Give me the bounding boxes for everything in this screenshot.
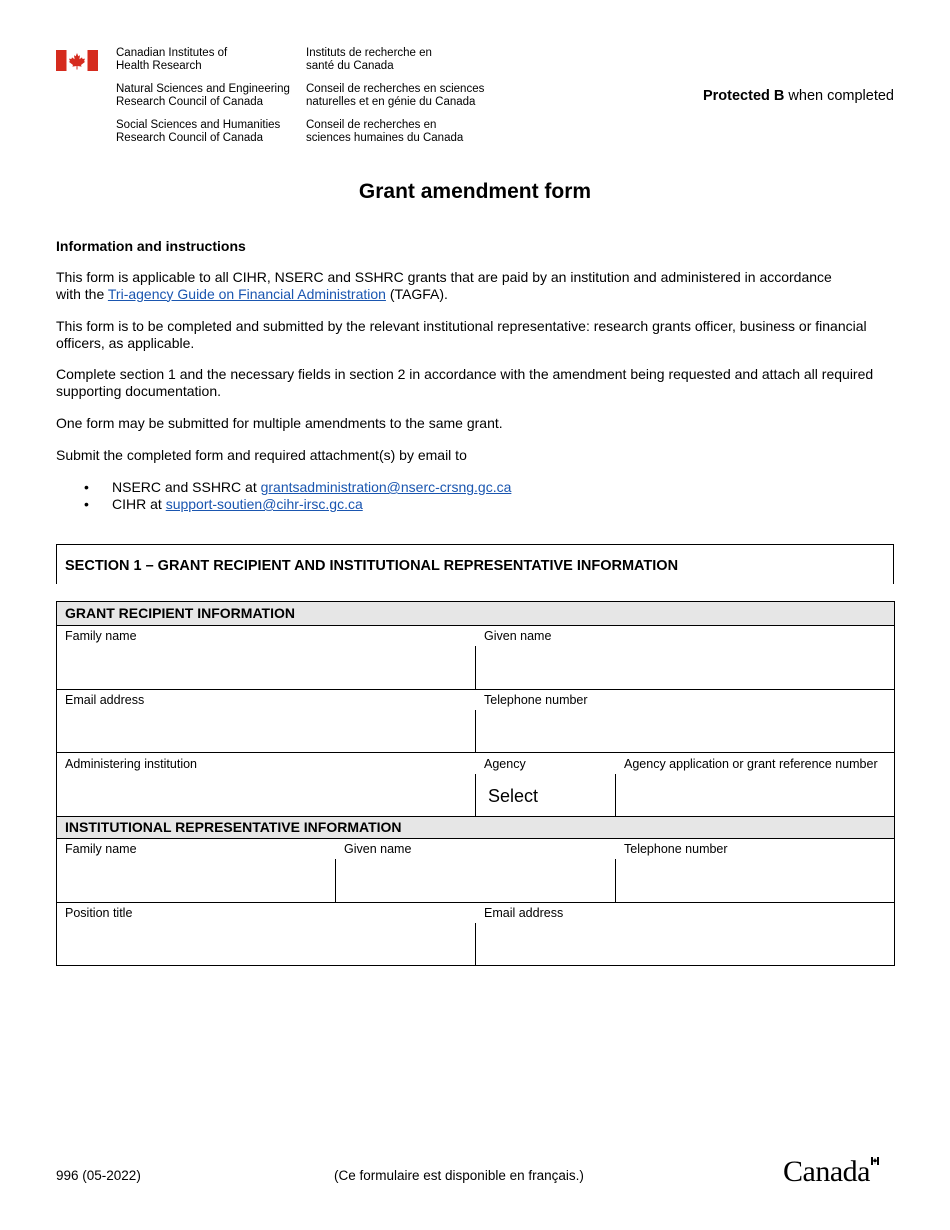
- instructions-paragraph-3: Complete section 1 and the necessary fields in section 2 in accordance with the amendment being requested and attach all required supporting documentation.: [56, 366, 874, 399]
- org-sshrc-fr: Conseil de recherches en sciences humaines du Canada: [306, 119, 464, 144]
- instructions-paragraph-4: One form may be submitted for multiple amendments to the same grant.: [56, 415, 503, 431]
- tagfa-link[interactable]: Tri-agency Guide on Financial Administration: [107, 285, 386, 302]
- instructions-paragraph-1: This form is applicable to all CIHR, NSERC and SSHRC grants that are paid by an institution and administered in accordance with the Tri-agency Guide on Financial Administration (TAGFA).: [56, 269, 832, 302]
- canada-wordmark: Canada: [783, 1155, 870, 1189]
- rep-given-name-label: Given name: [344, 842, 412, 856]
- section-1-form: [56, 601, 895, 966]
- position-title-label: Position title: [65, 906, 133, 920]
- section-1-header: [56, 544, 894, 584]
- recipient-telephone-input[interactable]: [479, 710, 891, 750]
- nserc-sshrc-email-link[interactable]: grantsadministration@nserc-crsng.gc.ca: [260, 479, 512, 495]
- recipient-email-input[interactable]: [61, 710, 471, 750]
- org-cihr-en: Canadian Institutes of Health Research: [116, 47, 228, 72]
- protected-b-notice: Protected B when completed: [702, 88, 894, 104]
- institutional-representative-bar: [57, 816, 894, 839]
- rep-family-name-input[interactable]: [61, 859, 331, 899]
- rep-family-name-label: Family name: [65, 842, 137, 856]
- recipient-telephone-label: Telephone number: [484, 693, 588, 707]
- rep-given-name-input[interactable]: [339, 859, 611, 899]
- administering-institution-label: Administering institution: [65, 757, 198, 771]
- position-title-input[interactable]: [61, 923, 471, 961]
- org-sshrc-en: Social Sciences and Humanities Research Council of Canada: [116, 119, 281, 144]
- org-nserc-en: Natural Sciences and Engineering Research Council of Canada: [116, 83, 290, 108]
- recipient-given-name-label: Given name: [484, 629, 552, 643]
- page-title: Grant amendment form: [358, 180, 592, 203]
- rep-telephone-label: Telephone number: [624, 842, 728, 856]
- rep-email-label: Email address: [484, 906, 564, 920]
- cihr-email-link[interactable]: support-soutien@cihr-irsc.gc.ca: [165, 496, 363, 512]
- section-1-title: SECTION 1 – GRANT RECIPIENT AND INSTITUTIONAL REPRESENTATIVE INFORMATION: [65, 558, 679, 574]
- agency-label: Agency: [484, 757, 526, 771]
- grant-reference-label: Agency application or grant reference number: [624, 757, 878, 771]
- list-item: • NSERC and SSHRC at grantsadministration@nserc-crsng.gc.ca: [56, 479, 511, 496]
- instructions-paragraph-5: Submit the completed form and required attachment(s) by email to: [56, 447, 467, 463]
- grant-recipient-bar: [57, 602, 894, 626]
- recipient-email-label: Email address: [65, 693, 145, 707]
- org-nserc-fr: Conseil de recherches en sciences naturelles et en génie du Canada: [306, 83, 485, 108]
- rep-email-input[interactable]: [479, 923, 891, 961]
- wordmark-flag-icon: [871, 1157, 879, 1165]
- grant-recipient-heading: GRANT RECIPIENT INFORMATION: [65, 605, 295, 621]
- recipient-family-name-label: Family name: [65, 629, 137, 643]
- recipient-family-name-input[interactable]: [61, 646, 471, 686]
- recipient-given-name-input[interactable]: [479, 646, 891, 686]
- rep-telephone-input[interactable]: [619, 859, 891, 899]
- canada-flag-icon: [56, 50, 98, 71]
- administering-institution-input[interactable]: [61, 774, 471, 814]
- institutional-representative-heading: INSTITUTIONAL REPRESENTATIVE INFORMATION: [65, 819, 402, 835]
- list-item: • CIHR at support-soutien@cihr-irsc.gc.ca: [56, 496, 511, 513]
- agency-select[interactable]: Select: [488, 786, 539, 806]
- email-list: [56, 479, 511, 513]
- instructions-heading: Information and instructions: [56, 238, 246, 254]
- grant-reference-input[interactable]: [619, 774, 891, 814]
- instructions-paragraph-2: This form is to be completed and submitted by the relevant institutional representative: research grants officer, business or financial officers, as applicable.: [56, 318, 867, 351]
- org-cihr-fr: Instituts de recherche en santé du Canada: [306, 47, 432, 72]
- french-availability-note: (Ce formulaire est disponible en français.): [334, 1168, 584, 1183]
- form-number: 996 (05-2022): [56, 1168, 141, 1183]
